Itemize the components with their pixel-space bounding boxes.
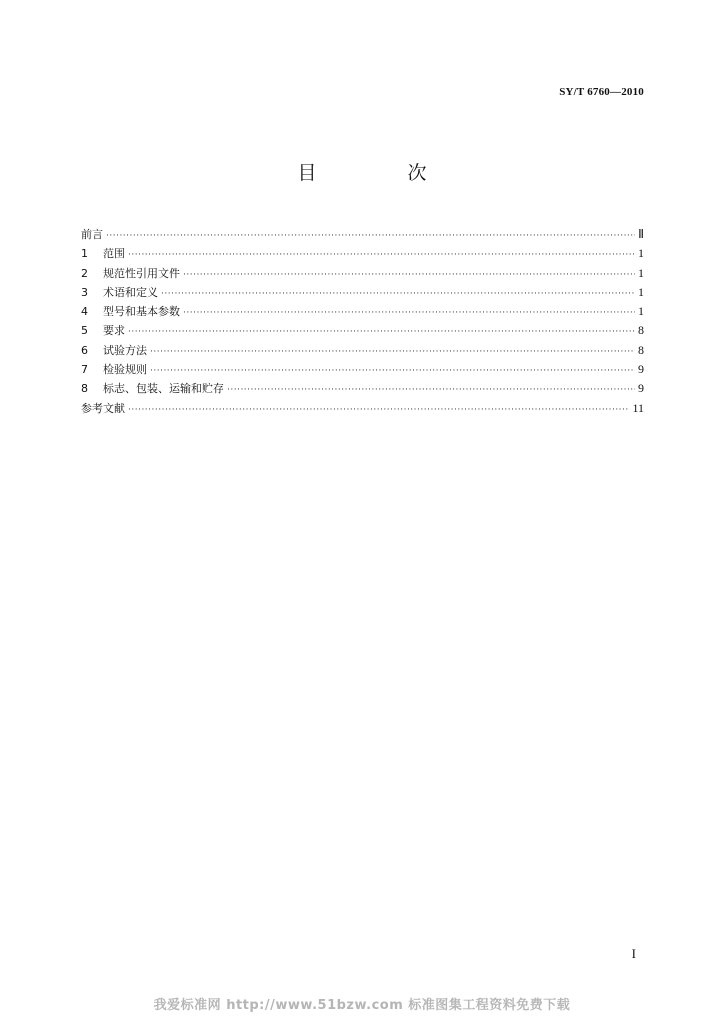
toc-entry-number: 6	[81, 343, 88, 357]
toc-leader-dots	[150, 366, 635, 376]
toc-title: 目 次	[297, 162, 463, 184]
toc-entry-bibliography[interactable]	[81, 400, 644, 419]
toc-entry-test-methods[interactable]	[81, 342, 644, 361]
toc-entry-label: 标志、包装、运输和贮存	[103, 382, 224, 396]
toc-leader-dots	[128, 327, 635, 337]
toc-entry-page: 9	[638, 362, 644, 377]
toc-entry-number: 4	[81, 305, 88, 319]
toc-entry-number: 1	[81, 247, 88, 261]
toc-entry-label: 术语和定义	[103, 285, 158, 299]
toc-leader-dots	[227, 385, 635, 395]
toc-entry-foreword[interactable]	[81, 226, 644, 245]
toc-entry-page: 1	[638, 284, 644, 299]
standard-code: SY/T 6760—2010	[559, 86, 644, 98]
toc-entry-page: 9	[638, 381, 644, 396]
toc-entry-number: 7	[81, 363, 88, 377]
toc-entry-label: 前言	[81, 228, 103, 241]
toc-entry-inspection-rules[interactable]	[81, 361, 644, 380]
toc-entry-page: Ⅱ	[638, 227, 644, 241]
toc-entry-requirements[interactable]	[81, 322, 644, 341]
toc-entry-number: 5	[81, 324, 88, 338]
toc-entry-models-parameters[interactable]	[81, 303, 644, 322]
toc-entry-page: 1	[638, 304, 644, 319]
toc-entry-page: 8	[638, 323, 644, 338]
toc-entry-label: 范围	[103, 247, 125, 261]
toc-entry-number: 3	[81, 285, 88, 299]
toc-leader-dots	[183, 270, 635, 280]
toc-entry-marking-packaging[interactable]	[81, 380, 644, 399]
toc-leader-dots	[106, 231, 635, 241]
toc-entry-number: 8	[81, 382, 88, 396]
toc-leader-dots	[128, 250, 635, 260]
toc-entry-page: 1	[638, 246, 644, 261]
toc-entry-label: 要求	[103, 324, 125, 338]
toc-entry-label: 检验规则	[103, 363, 147, 377]
toc-entry-scope[interactable]	[81, 245, 644, 264]
toc-entry-page: 8	[638, 342, 644, 357]
page-number: I	[631, 946, 636, 961]
toc-leader-dots	[150, 347, 635, 357]
toc-entry-label: 型号和基本参数	[103, 305, 180, 319]
toc-entry-page: 11	[632, 400, 644, 415]
toc-entry-terms-definitions[interactable]	[81, 284, 644, 303]
toc-leader-dots	[128, 405, 629, 415]
toc-entry-normative-references[interactable]	[81, 265, 644, 284]
toc-entry-label: 试验方法	[103, 343, 147, 357]
toc-leader-dots	[161, 289, 635, 299]
toc-entry-page: 1	[638, 265, 644, 280]
table-of-contents	[81, 226, 644, 419]
toc-entry-number: 2	[81, 266, 88, 280]
toc-leader-dots	[183, 308, 635, 318]
toc-entry-label: 规范性引用文件	[103, 266, 180, 280]
toc-entry-label: 参考文献	[81, 401, 125, 415]
site-watermark: 我爱标准网 http://www.51bzw.com 标准图集工程资料免费下载	[153, 998, 571, 1013]
